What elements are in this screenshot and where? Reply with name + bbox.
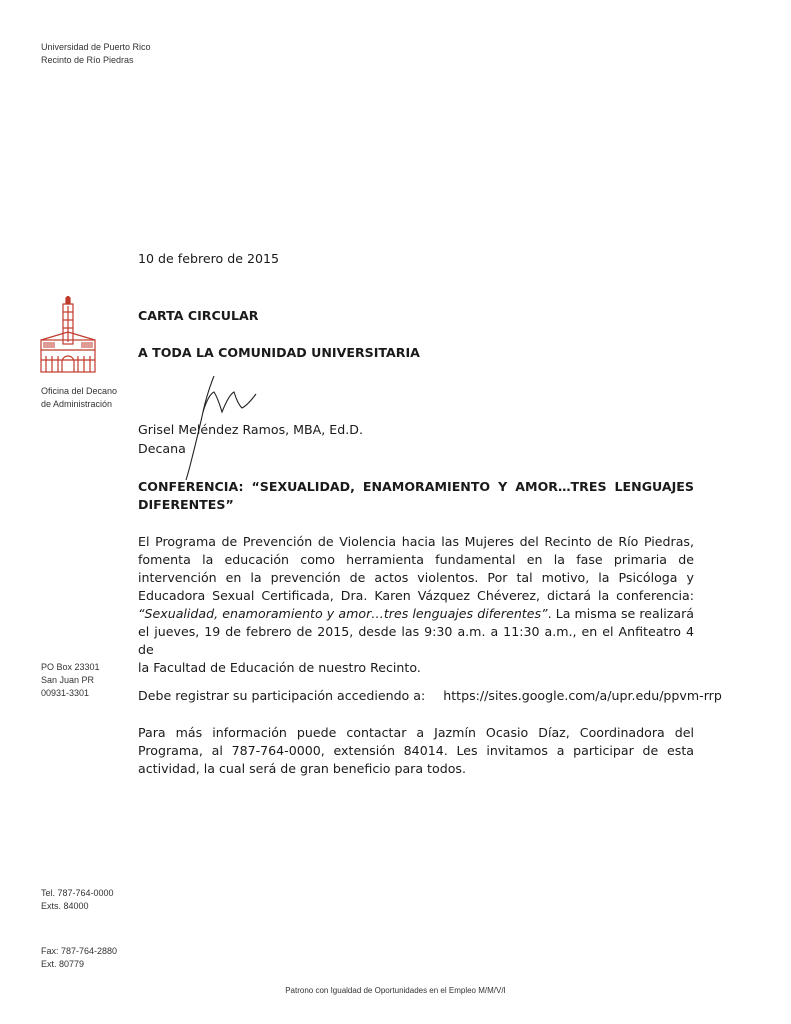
paragraph-line: el jueves, 19 de febrero de 2015, desde las 9:30 a.m. a 11:30 a.m., en el Anfiteatro 4 de <box>138 624 694 657</box>
paragraph-contact <box>138 724 694 778</box>
fax-extension-line: Ext. 80779 <box>41 959 85 969</box>
paragraph-line: El Programa de Prevención de Violencia hacia las Mujeres del Recinto de Río Piedras, <box>138 534 694 549</box>
office-line-2: de Administración <box>41 399 113 409</box>
office-name <box>41 385 117 411</box>
subject-line-2: DIFERENTES” <box>138 497 234 512</box>
letter-heading: CARTA CIRCULAR <box>138 308 259 323</box>
paragraph-line: la Facultad de Educación de nuestro Recinto. <box>138 660 421 675</box>
address-line-3: 00931-3301 <box>41 688 90 698</box>
institution-name <box>41 41 151 67</box>
letter-recipient: A TODA LA COMUNIDAD UNIVERSITARIA <box>138 345 420 360</box>
campus-line: Recinto de Río Piedras <box>41 55 134 65</box>
sender-name: Grisel Meléndez Ramos, MBA, Ed.D. <box>138 422 363 437</box>
fax-info <box>41 945 117 971</box>
paragraph-line: Para más información puede contactar a Jazmín Ocasio Díaz, Coordinadora del <box>138 725 694 740</box>
office-line-1: Oficina del Decano <box>41 386 118 396</box>
paragraph-line: intervención en la prevención de actos violentos. Por tal motivo, la Psicóloga y <box>138 570 694 585</box>
footer-equal-opportunity: Patrono con Igualdad de Oportunidades en el Empleo M/M/V/I <box>285 986 506 995</box>
address-line-2: San Juan PR <box>41 675 95 685</box>
institution-line: Universidad de Puerto Rico <box>41 42 151 52</box>
university-tower-logo <box>38 296 100 374</box>
paragraph-line: Educadora Sexual Certificada, Dra. Karen Vázquez Chéverez, dictará la conferencia: <box>138 588 694 603</box>
paragraph-line: fomenta la educación como herramienta fundamental en la fase primaria de <box>138 552 694 567</box>
telephone-info <box>41 887 114 913</box>
paragraph-fragment: . La misma se realizará <box>547 606 694 621</box>
letter-date: 10 de febrero de 2015 <box>138 251 280 266</box>
paragraph-line: actividad, la cual será de gran beneficio para todos. <box>138 761 466 776</box>
registration-text: Debe registrar su participación accediendo a: <box>138 688 426 703</box>
paragraph-conference <box>138 533 694 677</box>
conference-title: “Sexualidad, enamoramiento y amor…tres lenguajes diferentes” <box>138 606 548 621</box>
telephone-line: Tel. 787-764-0000 <box>41 888 114 898</box>
subject-line-1: CONFERENCIA: “SEXUALIDAD, ENAMORAMIENTO Y AMOR…TRES LENGUAJES <box>138 479 694 494</box>
extensions-line: Exts. 84000 <box>41 901 89 911</box>
registration-link[interactable]: https://sites.google.com/a/upr.edu/ppvm-rrp <box>443 688 722 703</box>
paragraph-line: Programa, al 787-764-0000, extensión 84014. Les invitamos a participar de esta <box>138 743 694 758</box>
postal-address <box>41 661 100 700</box>
fax-line: Fax: 787-764-2880 <box>41 946 118 956</box>
sender-title: Decana <box>138 441 186 456</box>
paragraph-line <box>138 605 694 623</box>
registration-line <box>138 687 722 705</box>
address-line-1: PO Box 23301 <box>41 662 100 672</box>
letter-subject <box>138 478 694 514</box>
